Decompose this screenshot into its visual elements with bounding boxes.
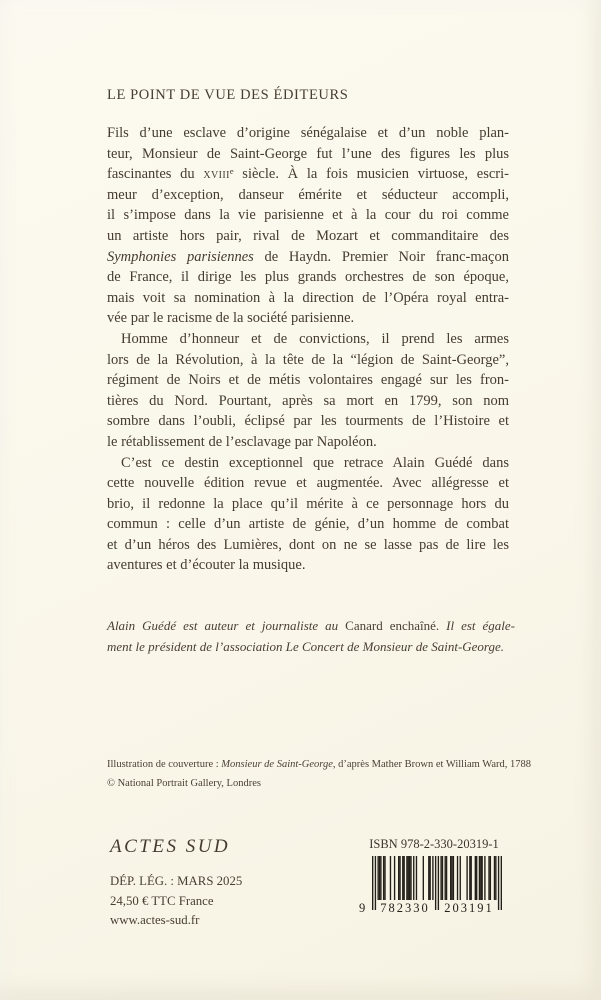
text-line [107, 329, 509, 350]
text-segment: aventures et d’écouter la musique. [107, 557, 306, 574]
text-line [107, 411, 509, 432]
barcode-digit-group2: 203191 [444, 901, 494, 915]
text-segment: de Haydn. Premier Noir franc-maçon [253, 248, 509, 265]
text-line [107, 616, 515, 637]
text-line [107, 391, 509, 412]
legal-deposit: DÉP. LÉG. : MARS 2025 [110, 874, 243, 888]
text-segment: C’est ce destin exceptionnel que retrace Alain Guédé dans [121, 454, 509, 471]
publisher-website: www.actes-sud.fr [110, 913, 200, 928]
text-segment: de France, il dirige les plus grands orchestres de son époque, [107, 269, 509, 286]
text-segment: Il est égale- [439, 618, 515, 633]
text-segment: Homme d’honneur et de convictions, il prend les armes [121, 330, 509, 347]
text-segment: commun : celle d’un artiste de génie, d’un homme de combat [107, 516, 509, 533]
text-line [107, 756, 557, 775]
isbn-block [352, 837, 516, 852]
text-segment: Alain Guédé est auteur et journaliste au [107, 618, 346, 633]
cover-illustration-credit [107, 756, 557, 793]
text-segment: ᵉ siècle. À la fois musicien virtuose, escri- [229, 166, 509, 183]
text-segment: régiment de Noirs et de métis volontaires engagé sur les fron- [107, 372, 509, 389]
text-line [107, 494, 509, 515]
publisher-blurb-heading: LE POINT DE VUE DES ÉDITEURS [107, 87, 349, 103]
text-segment: sombre dans l’oubli, éclipsé par les tourments de l’Histoire et [107, 413, 509, 430]
author-bio-note [107, 616, 515, 657]
text-line [107, 164, 509, 185]
price: 24,50 € TTC France [110, 893, 214, 908]
text-line [107, 473, 509, 494]
text-line [107, 226, 509, 247]
text-segment: Illustration de couverture : [107, 759, 222, 770]
text-line [107, 370, 509, 391]
text-line [107, 514, 509, 535]
barcode-digit-group1: 782330 [380, 901, 430, 915]
text-segment: il s’impose dans la vie parisienne et à la cour du roi comme [107, 207, 509, 224]
text-line [107, 144, 509, 165]
text-segment: fascinantes du [107, 166, 204, 183]
text-line [107, 308, 509, 329]
text-segment: © National Portrait Gallery, Londres [107, 777, 261, 789]
text-segment: mais voit sa nomination à la direction de l’Opéra royal entra- [107, 289, 509, 306]
text-line [107, 247, 509, 268]
isbn-label: ISBN 978-2-330-20319-1 [369, 837, 499, 851]
publisher-logo: ACTES SUD [110, 836, 231, 857]
text-segment: le rétablissement de l’esclavage par Napoléon. [107, 433, 377, 450]
text-line [107, 453, 509, 474]
text-segment: , d’après Mather Brown et William Ward, 1788 [332, 759, 531, 770]
book-description [107, 123, 509, 576]
text-segment: Symphonies parisiennes [107, 248, 254, 265]
text-segment: cette nouvelle édition revue et augmentée. Avec allégresse et [107, 475, 509, 492]
text-line [107, 637, 515, 658]
text-segment: vée par le racisme de la société parisienne. [107, 310, 355, 327]
text-line [107, 123, 509, 144]
text-segment: et d’un héros des Lumières, dont on ne se lasse pas de lire les [107, 536, 509, 553]
text-segment: brio, il redonne la place qu’il mérite à ce personnage hors du [107, 495, 509, 512]
text-segment: lors de la Révolution, à la tête de la “légion de Saint-George”, [107, 351, 509, 368]
text-line [107, 350, 509, 371]
text-segment: Fils d’une esclave d’origine sénégalaise et d’un noble plan- [107, 125, 509, 141]
text-segment: meur d’exception, danseur émérite et séducteur accompli, [107, 186, 509, 203]
barcode-digit-prefix: 9 [359, 901, 366, 915]
publisher-details [110, 872, 242, 931]
text-line [107, 432, 509, 453]
text-segment: tières du Nord. Pourtant, après sa mort en 1799, son nom [107, 392, 509, 409]
barcode-digits [359, 900, 502, 916]
ean13-barcode [359, 856, 502, 918]
text-segment: un artiste hors pair, rival de Mozart et commanditaire des [107, 227, 509, 244]
text-segment: Monsieur de Saint-George [221, 759, 333, 770]
text-line [107, 775, 557, 794]
text-segment: xviii [203, 166, 230, 183]
text-segment: teur, Monsieur de Saint-George fut l’une des figures les plus [107, 145, 509, 162]
text-line [107, 185, 509, 206]
text-line [107, 555, 509, 576]
text-line [107, 205, 509, 226]
text-line [107, 535, 509, 556]
text-line [107, 267, 509, 288]
text-segment: ment le président de l’association Le Concert de Monsieur de Saint-George. [107, 638, 505, 654]
text-segment: Canard enchaîné. [345, 618, 440, 633]
text-line [107, 288, 509, 309]
